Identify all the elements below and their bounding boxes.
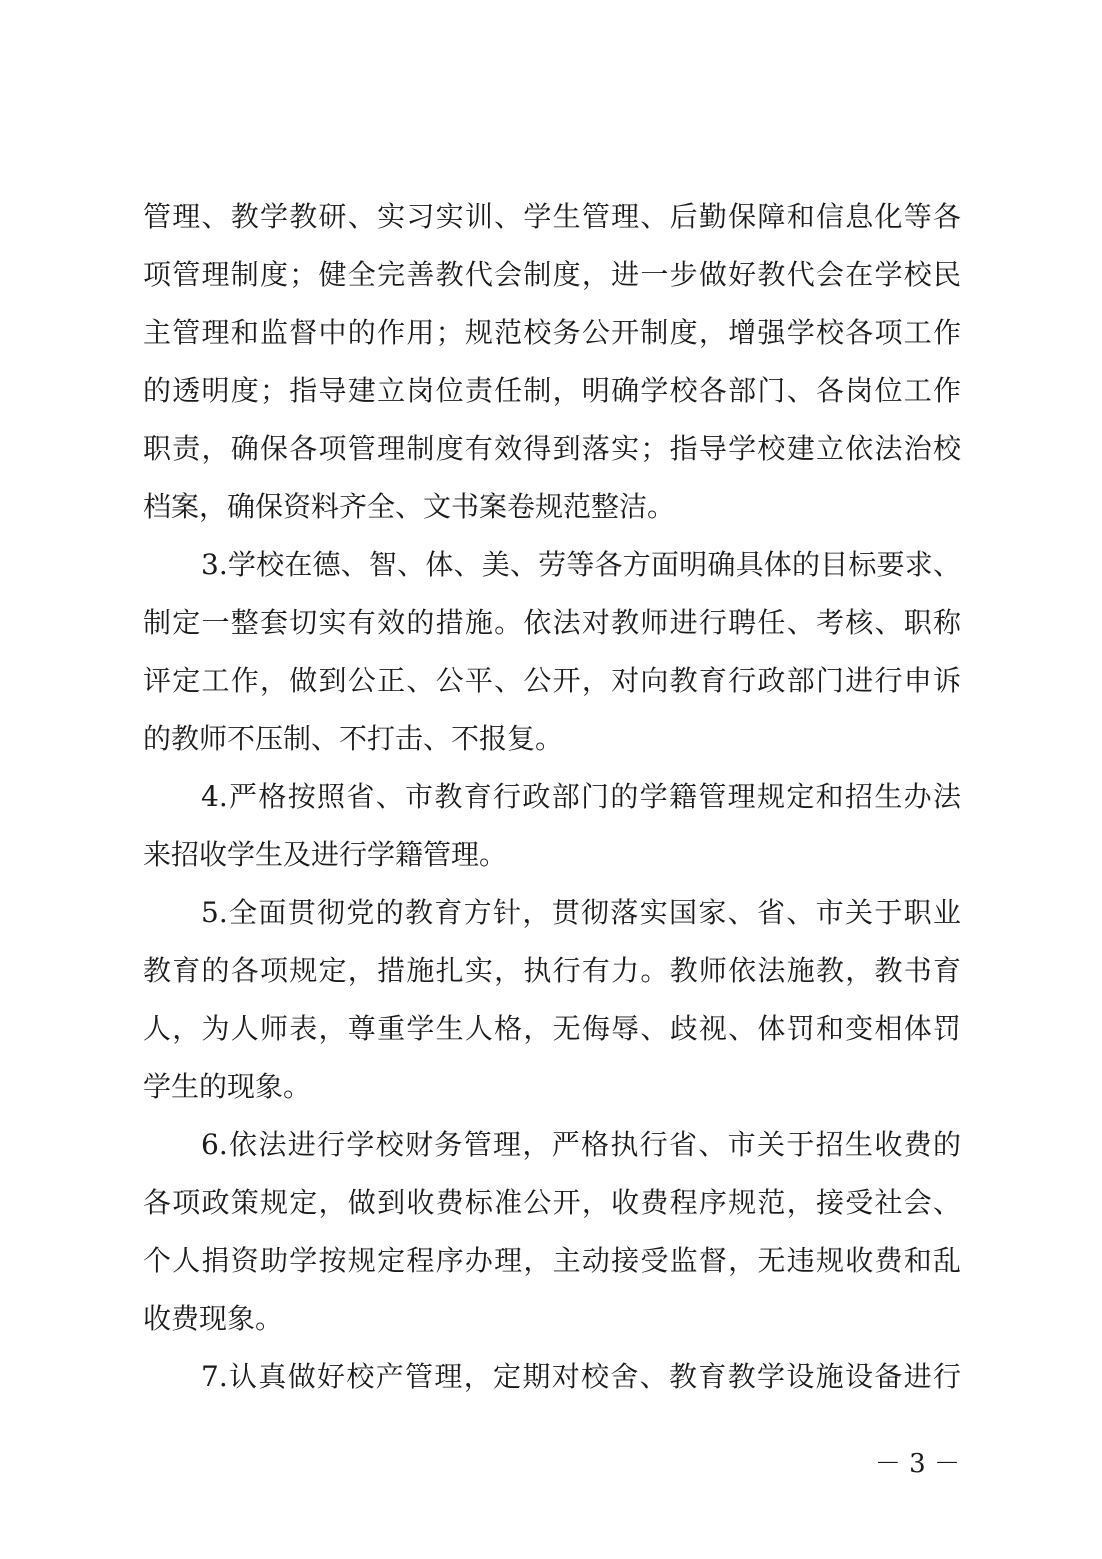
text-line: 评定工作，做到公正、公平、公开，对向教育行政部门进行申诉 [143, 664, 961, 697]
text-line: 个人捐资助学按规定程序办理，主动接受监督，无违规收费和乱 [143, 1244, 961, 1277]
paragraph-3-start: 3.学校在德、智、体、美、劳等各方面明确具体的目标要求、 [201, 548, 961, 581]
page-number: － 3 － [874, 1449, 960, 1479]
text-line: 收费现象。 [143, 1302, 284, 1335]
text-line: 主管理和监督中的作用；规范校务公开制度，增强学校各项工作 [143, 316, 961, 349]
text-line: 人，为人师表，尊重学生人格，无侮辱、歧视、体罚和变相体罚 [143, 1012, 961, 1045]
text-line: 学生的现象。 [143, 1070, 312, 1103]
text-line: 来招收学生及进行学籍管理。 [143, 838, 508, 871]
text-line: 各项政策规定，做到收费标准公开，收费程序规范，接受社会、 [143, 1186, 961, 1219]
text-line: 制定一整套切实有效的措施。依法对教师进行聘任、考核、职称 [143, 606, 961, 639]
paragraph-5-start: 5.全面贯彻党的教育方针，贯彻落实国家、省、市关于职业 [201, 896, 961, 929]
paragraph-6-start: 6.依法进行学校财务管理，严格执行省、市关于招生收费的 [201, 1128, 961, 1161]
text-line: 教育的各项规定，措施扎实，执行有力。教师依法施教，教书育 [143, 954, 961, 987]
text-line: 项管理制度；健全完善教代会制度，进一步做好教代会在学校民 [143, 258, 961, 291]
text-line: 管理、教学教研、实习实训、学生管理、后勤保障和信息化等各 [143, 200, 961, 233]
paragraph-7-start: 7.认真做好校产管理，定期对校舍、教育教学设施设备进行 [201, 1360, 961, 1393]
text-line: 档案，确保资料齐全、文书案卷规范整洁。 [143, 490, 676, 523]
text-line: 的教师不压制、不打击、不报复。 [143, 722, 564, 755]
paragraph-4-start: 4.严格按照省、市教育行政部门的学籍管理规定和招生办法 [201, 780, 961, 813]
text-line: 的透明度；指导建立岗位责任制，明确学校各部门、各岗位工作 [143, 374, 961, 407]
text-line: 职责，确保各项管理制度有效得到落实；指导学校建立依法治校 [143, 432, 961, 465]
body-text [143, 188, 961, 1406]
